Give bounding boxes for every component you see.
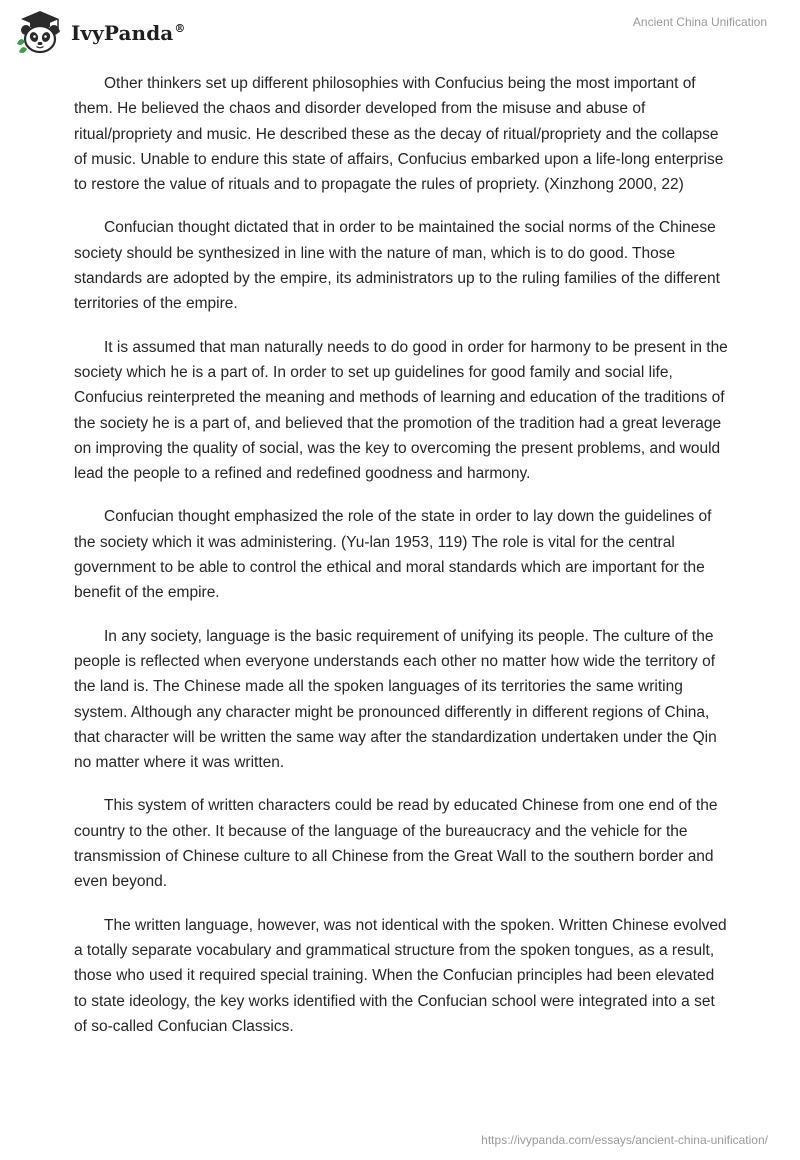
paragraph: This system of written characters could be read by educated Chinese from one end of the country to the other. It because of the language of the bureaucracy and the vehicle for the transmission of Chinese culture to all Chinese from the Great Wall to the southern border and even beyond. xyxy=(74,797,718,891)
essay-body xyxy=(74,71,730,1057)
paragraph: The written language, however, was not identical with the spoken. Written Chinese evolved a totally separate vocabulary and grammatical structure from the spoken tongues, as a result, those who used it required special training. When the Confucian principles had been elevated to state ideology, the key works identified with the Confucian school were integrated into a set of so-called Confucian Classics. xyxy=(74,916,727,1035)
paragraph: Other thinkers set up different philosophies with Confucius being the most important of them. He believed the chaos and disorder developed from the misuse and abuse of ritual/propriety and music. He described these as the decay of ritual/propriety and the collapse of music. Unable to endure this state of affairs, Confucius embarked upon a life-long enterprise to restore the value of rituals and to propagate the rules of propriety. (Xinzhong 2000, 22) xyxy=(74,75,724,194)
ivypanda-logo[interactable] xyxy=(14,8,185,56)
panda-graduation-cap-logo-icon xyxy=(14,8,66,56)
paragraph: Confucian thought dictated that in order to be maintained the social norms of the Chinese society should be synthesized in line with the nature of man, which is to do good. Those standards are adopted by the empire, its administrators up to the ruling families of the different territories of the empire. xyxy=(74,219,720,313)
paragraph: In any society, language is the basic requirement of unifying its people. The culture of the people is reflected when everyone understands each other no matter how wide the territory of the land is. The Chinese made all the spoken languages of its territories the same writing system. Although any character might be pronounced differently in different regions of China, that character will be written the same way after the standardization undertaken under the Qin no matter where it was written. xyxy=(74,627,717,772)
registered-mark: ® xyxy=(174,22,186,36)
document-title: Ancient China Unification xyxy=(632,15,767,29)
paragraph: It is assumed that man naturally needs to do good in order for harmony to be present in the society which he is a part of. In order to set up guidelines for good family and social life, Confucius reinterpreted the meaning and methods of learning and education of the traditions of the society he is a part of, and believed that the promotion of the tradition had a great leverage on improving the quality of social, was the key to overcoming the present problems, and would lead the people to a refined and redefined goodness and harmony. xyxy=(74,338,728,483)
paragraph: Confucian thought emphasized the role of the state in order to lay down the guidelines of the society which it was administering. (Yu-lan 1953, 119) The role is vital for the central government to be able to control the ethical and moral standards which are important for the benefit of the empire. xyxy=(74,508,712,602)
page-header xyxy=(0,0,800,60)
brand-name: IvyPanda® xyxy=(71,21,186,45)
source-url-link[interactable]: https://ivypanda.com/essays/ancient-china-unification/ xyxy=(481,1133,768,1147)
